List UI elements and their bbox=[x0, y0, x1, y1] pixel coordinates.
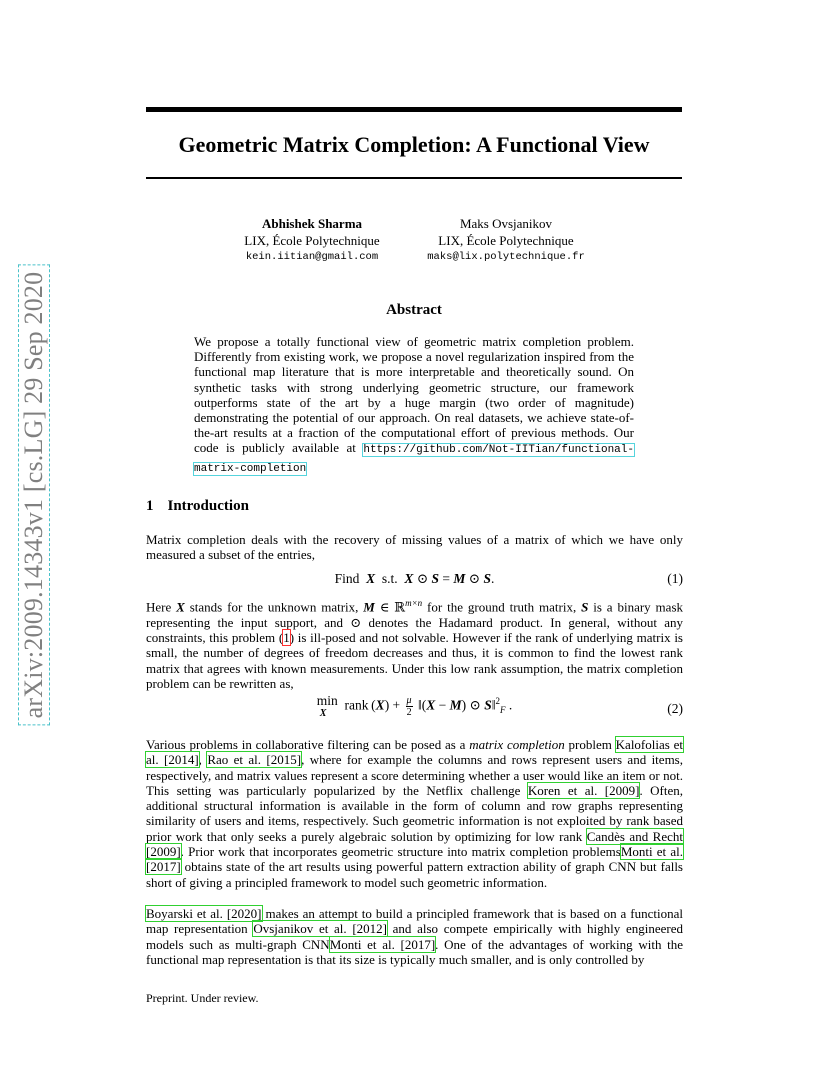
math-var-x: X bbox=[176, 599, 185, 615]
text-run: problem bbox=[564, 737, 616, 752]
eq2-x: X bbox=[375, 697, 385, 713]
title-rule-top bbox=[146, 107, 682, 112]
eq1-find: Find bbox=[334, 571, 360, 586]
citation-link[interactable]: Koren et al. [2009] bbox=[527, 782, 640, 798]
eq1-var-x: X bbox=[366, 571, 376, 586]
paper-title: Geometric Matrix Completion: A Functional View bbox=[178, 132, 650, 157]
text-run: . Often, additional structural information is available in the form of column and row graphs representing similarity of users and items, respectively. Such geometric information is not exploited by rank based prior work that only seeks a purely algebraic solution by optimizing for low rank bbox=[146, 782, 683, 844]
paragraph-problem-definition bbox=[146, 596, 683, 691]
eq2-fraction bbox=[406, 695, 413, 718]
author-block-1 bbox=[202, 215, 422, 266]
eq2-min-sub: X bbox=[319, 708, 327, 719]
citation-link[interactable]: Ovsjanikov et al. [2012] bbox=[253, 921, 387, 937]
author-email: kein.iitian@gmail.com bbox=[245, 251, 379, 263]
text-run: ∈ ℝ bbox=[374, 599, 406, 615]
citation-link[interactable]: Candès and Recht [2009] bbox=[146, 828, 683, 860]
equation-1-label: (1) bbox=[667, 571, 683, 586]
paragraph-matrix-completion: Matrix completion deals with the recovery of missing values of a matrix of which we have only measured a subset of the entries, bbox=[146, 532, 683, 563]
text-run: . One of the advantages of working with the functional map representation is that its size is typically much smaller, and is only controlled by bbox=[146, 936, 683, 967]
text-run: Various problems in collaborative filtering can be posed as a bbox=[146, 737, 470, 752]
citation-link[interactable]: Monti et al. [2017] bbox=[146, 844, 683, 875]
paragraph-functional-map bbox=[146, 906, 683, 967]
section-title: Introduction bbox=[167, 498, 249, 514]
math-var-s: S bbox=[581, 599, 589, 615]
citation-link[interactable]: Rao et al. [2015] bbox=[207, 752, 302, 768]
eq2-power: 2 bbox=[495, 696, 501, 706]
eq2-s: S bbox=[484, 697, 492, 713]
text-run: . Prior work that incorporates geometric structure into matrix completion problems bbox=[180, 844, 621, 860]
author-name: Maks Ovsjanikov bbox=[459, 216, 553, 231]
author-affiliation: LIX, École Polytechnique bbox=[244, 233, 380, 248]
text-run: obtains state of the art results using powerful pattern extraction ability of graph CNN but falls short of giving a principled framework to model such geometric information. bbox=[146, 859, 683, 890]
text-run: for the ground truth matrix, bbox=[422, 599, 582, 615]
author-email: maks@lix.polytechnique.fr bbox=[427, 251, 585, 263]
arxiv-stamp bbox=[0, 0, 60, 1072]
text-run: and also compete empirically with highly engineered models such as multi-graph CNN bbox=[146, 921, 683, 952]
eq2-two: 2 bbox=[406, 706, 412, 718]
text-run: makes an attempt to build a principled framework that is based on a functional map representation bbox=[146, 906, 683, 937]
citation-link[interactable]: Boyarski et al. [2020] bbox=[146, 906, 262, 921]
author-name: Abhishek Sharma bbox=[261, 216, 363, 231]
section-heading bbox=[146, 496, 249, 516]
equation-2 bbox=[146, 692, 683, 726]
abstract-heading: Abstract bbox=[386, 302, 442, 318]
text-run: stands for the unknown matrix, bbox=[184, 599, 364, 615]
eq2-min: min bbox=[316, 693, 338, 708]
eq2-rank: rank bbox=[344, 697, 369, 713]
eq1-rhs-s: S bbox=[483, 571, 491, 586]
footer-note: Preprint. Under review. bbox=[146, 991, 259, 1005]
arxiv-identifier[interactable]: arXiv:2009.14343v1 [cs.LG] 29 Sep 2020 bbox=[18, 265, 50, 726]
author-affiliation: LIX, École Polytechnique bbox=[438, 233, 574, 248]
abstract-body bbox=[194, 334, 634, 477]
text-run: , where for example the columns and rows represent users and items, respectively, and matrix values represent a score determining whether a user would like an item or not. This setting was particularly popularized by the Netflix challenge bbox=[146, 752, 683, 798]
eq2-m: M bbox=[449, 697, 462, 713]
abstract-text: We propose a totally functional view of geometric matrix completion problem. Differently from existing work, we propose a novel regularization inspired from the functional map literature that is more interpretable and theoretically sound. On synthetic tasks with strong underlying geometric structure, our framework outperforms state of the art by a huge margin (two order of magnitude) demonstrating the potential of our approach. On real datasets, we achieve state-of-the-art results at a fraction of the computational effort of previous methods. Our code is publicly available at bbox=[194, 334, 634, 456]
equation-2-body: min X rank (X) + $\frac{\mu}{2}$ ‖(X − M) ⊙ S‖$^2_F$ . bbox=[146, 692, 683, 719]
equation-2-label: (2) bbox=[667, 701, 683, 716]
eq1-st: s.t. bbox=[381, 571, 398, 586]
equation-1-body: Find X s.t. X ⊙ S = M ⊙ S. bbox=[334, 571, 495, 586]
section-number: 1 bbox=[146, 498, 154, 514]
author-block-2 bbox=[396, 215, 616, 266]
eq1-lhs-x: X bbox=[404, 571, 414, 586]
citation-link[interactable]: Kalofolias et al. [2014] bbox=[146, 737, 683, 768]
equation-ref-link[interactable]: 1 bbox=[283, 629, 290, 645]
eq1-lhs-s: S bbox=[431, 571, 440, 586]
emphasis: matrix completion bbox=[469, 737, 565, 752]
text-run: ) is ill-posed and not solvable. However if the rank of underlying matrix is small, the number of degrees of freedom decreases and thus, it is common to find the lowest rank matrix that agrees with known measurements. Under this low rank assumption, the matrix completion problem can be rewritten as, bbox=[146, 629, 683, 691]
eq2-min-operator bbox=[316, 692, 338, 719]
eq2-x2: X bbox=[426, 697, 436, 713]
code-repository-link[interactable]: https://github.com/Not-IITian/functional-matrix-completion bbox=[194, 444, 634, 475]
eq1-equals: = bbox=[442, 571, 451, 586]
title-rule-bottom bbox=[146, 177, 682, 179]
eq1-rhs-m: M bbox=[453, 571, 466, 586]
paragraph-collaborative-filtering bbox=[146, 737, 683, 890]
text-run: , bbox=[198, 752, 208, 768]
math-var-m: M bbox=[363, 599, 375, 615]
eq2-frobenius: F bbox=[500, 705, 506, 716]
text-run: is a binary mask representing the input support, and ⊙ denotes the Hadamard product. In general, without any constraints, this problem ( bbox=[146, 599, 683, 645]
eq2-mu: μ bbox=[406, 694, 412, 706]
citation-link[interactable]: Monti et al. [2017] bbox=[329, 936, 436, 952]
text-run: Here bbox=[146, 599, 177, 615]
math-dims: m×n bbox=[405, 598, 423, 608]
